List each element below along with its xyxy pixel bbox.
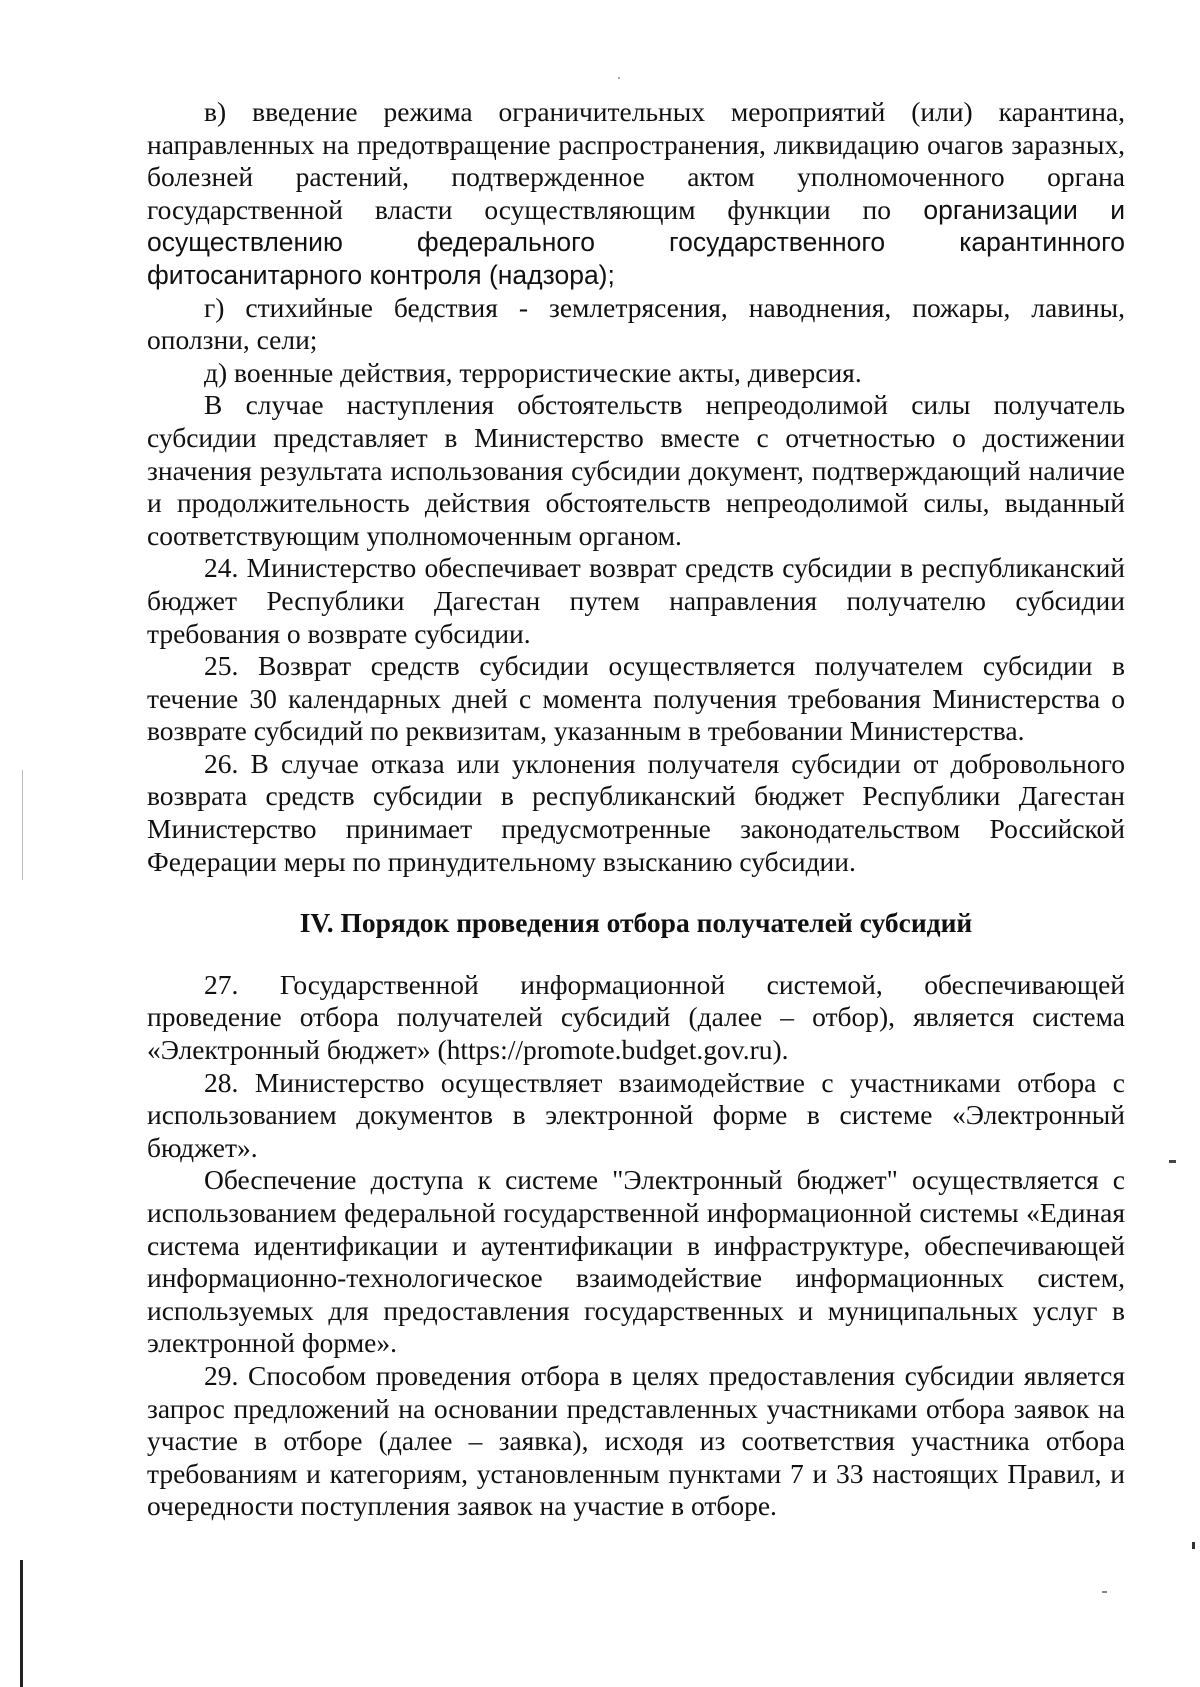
paragraph-25: 25. Возврат средств субсидии осуществляется получателем субсидии в течение 30 календарных дней с момента получения требования Министерства о возврате субсидий по реквизитам, указанным в требовании Министерства. [147,650,1125,747]
paragraph-text-sans: организации и осуществлению федерального государственного карантинного фитосанитарного контроля (надзора); [147,194,1126,290]
scan-speck [618,77,620,79]
paragraph-item-g: г) стихийные бедствия - землетрясения, наводнения, пожары, лавины, оползни, сели; [147,291,1125,356]
paragraph-system-access: Обеспечение доступа к системе "Электронный бюджет" осуществляется с использованием федеральной государственной информационной системы «Единая система идентификации и аутентификации в инфраструктуре, обеспечивающей информационно-технологическое взаимодействие информационных систем, используемых для предоставления государственных и муниципальных услуг в электронной форме». [147,1164,1125,1359]
paragraph-item-v [147,96,1125,292]
scan-speck [1102,1591,1107,1593]
scan-edge-shadow [22,770,23,880]
paragraph-29: 29. Способом проведения отбора в целях предоставления субсидии является запрос предложений на основании представленных участниками отбора заявок на участие в отборе (далее – заявка), исходя из соответствия участника отбора требованиям и категориям, установленным пунктами 7 и 33 настоящих Правил, и очередности поступления заявок на участие в отборе. [147,1359,1125,1522]
scan-speck [1169,1160,1176,1163]
paragraph-text: в) введение режима ограничительных мероприятий (или) карантина, направленных на предотвращение распространения, ликвидацию очагов заразных, болезней растений, подтвержденное актом уполномоченного органа государственной власти осуществляющим функции по [147,96,1125,225]
paragraph-item-d: д) военные действия, террористические акты, диверсия. [204,356,862,388]
document-body [147,96,1125,1523]
paragraph-26: 26. В случае отказа или уклонения получателя субсидии от добровольного возврата средств субсидии в республиканский бюджет Республики Дагестан Министерство принимает предусмотренные законодательством Российской Федерации меры по принудительному взысканию субсидии. [147,747,1125,877]
scan-speck [1192,1542,1195,1549]
paragraph-28: 28. Министерство осуществляет взаимодействие с участниками отбора с использованием документов в электронной форме в системе «Электронный бюджет». [147,1066,1125,1163]
paragraph-force-majeure: В случае наступления обстоятельств непреодолимой силы получатель субсидии представляет в Министерство вместе с отчетностью о достижении значения результата использования субсидии документ, подтверждающий наличие и продолжительность действия обстоятельств непреодолимой силы, выданный соответствующим уполномоченным органом. [147,389,1125,551]
paragraph-27: 27. Государственной информационной системой, обеспечивающей проведение отбора получателей субсидий (далее – отбор), является система «Электронный бюджет» (https://promote.budget.gov.ru). [147,968,1125,1066]
paragraph-24: 24. Министерство обеспечивает возврат средств субсидии в республиканский бюджет Республики Дагестан путем направления получателю субсидии требования о возврате субсидии. [147,552,1125,649]
section-heading: IV. Порядок проведения отбора получателей субсидий [299,907,973,939]
scan-edge-bar [20,1560,23,1687]
